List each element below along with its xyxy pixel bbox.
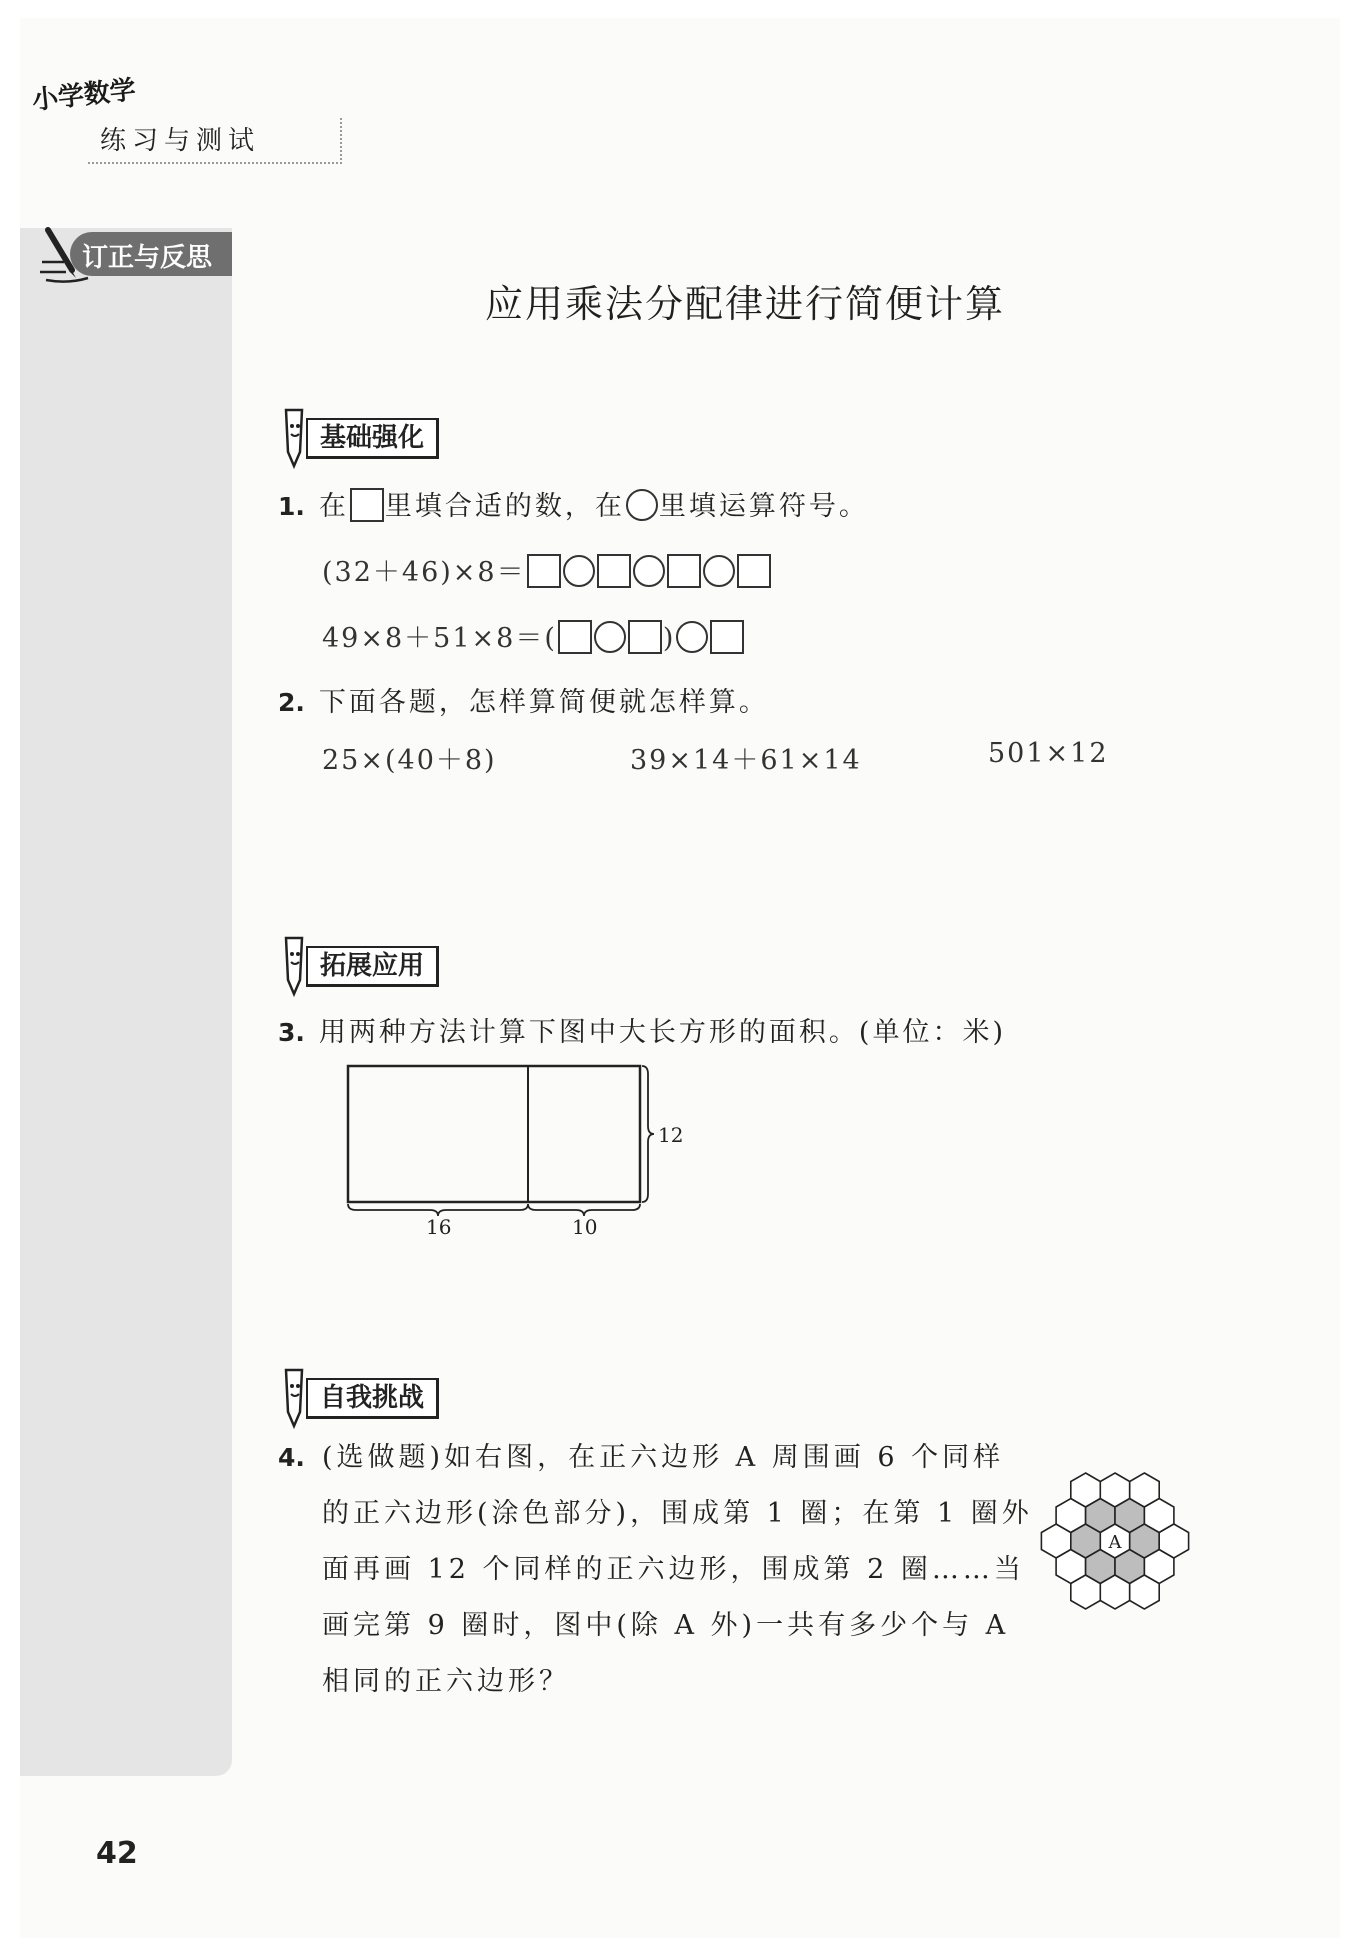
q2-prompt	[278, 680, 769, 719]
operator-circle[interactable]	[563, 555, 595, 587]
q4-line-2: 的正六边形(涂色部分)，围成第 1 圈；在第 1 圈外	[322, 1498, 1033, 1529]
height-label: 12	[658, 1123, 684, 1147]
hexagon-ring-2	[1159, 1524, 1188, 1558]
q3-text: 用两种方法计算下图中大长方形的面积。(单位：米)	[318, 1017, 1006, 1048]
q2-text: 下面各题，怎样算简便就怎样算。	[318, 687, 769, 718]
q1-paren-close: )	[662, 623, 676, 654]
q4-line-3: 面再画 12 个同样的正六边形，围成第 2 圈……当	[322, 1554, 1025, 1585]
section-challenge-label: 自我挑战	[306, 1378, 439, 1419]
q4-line-5: 相同的正六边形？	[322, 1666, 570, 1697]
answer-box[interactable]	[558, 620, 592, 654]
q4-line-1: (选做题)如右图，在正六边形 A 周围画 6 个同样	[322, 1442, 1005, 1473]
answer-box[interactable]	[527, 554, 561, 588]
answer-box[interactable]	[710, 620, 744, 654]
section-basic-label: 基础强化	[306, 418, 439, 459]
operator-circle[interactable]	[676, 621, 708, 653]
answer-box[interactable]	[597, 554, 631, 588]
brand-title: 小学数学	[30, 75, 138, 116]
answer-box[interactable]	[628, 620, 662, 654]
q1-text-c: 里填运算符号。	[658, 491, 869, 522]
q1-number: 1.	[278, 492, 305, 521]
answer-box[interactable]	[667, 554, 701, 588]
big-rectangle	[348, 1066, 640, 1202]
width-left-label: 16	[426, 1215, 452, 1239]
q1-text-b: 里填合适的数，在	[384, 491, 625, 522]
correction-sidebar	[20, 228, 232, 1776]
rectangle-figure	[340, 1060, 700, 1240]
q2-expr-1: 25×(40＋8)	[322, 745, 497, 776]
height-brace	[642, 1066, 654, 1202]
sidebar-label: 订正与反思	[82, 243, 213, 273]
brand-subtitle: 练习与测试	[100, 126, 261, 156]
q3-prompt	[278, 1010, 1006, 1049]
q1-prompt	[278, 484, 869, 523]
blank-circle	[626, 489, 658, 521]
section-extend-label: 拓展应用	[306, 946, 439, 987]
answer-box[interactable]	[737, 554, 771, 588]
page-number: 42	[96, 1836, 138, 1871]
q2-expr-2: 39×14＋61×14	[630, 745, 862, 776]
q1-text-a: 在	[318, 491, 349, 522]
hexagon-a-label: A	[1108, 1532, 1122, 1553]
page-title: 应用乘法分配律进行简便计算	[484, 282, 1005, 326]
q2-number: 2.	[278, 688, 305, 717]
q4-number-wrap	[278, 1442, 319, 1473]
blank-square	[350, 488, 384, 522]
operator-circle[interactable]	[703, 555, 735, 587]
q4-number: 4.	[278, 1443, 305, 1472]
width-right-label: 10	[572, 1215, 598, 1239]
hexagon-figure	[1030, 1455, 1200, 1630]
q1-line2-expr: 49×8＋51×8＝(	[322, 623, 557, 654]
q1-line1-expr: (32＋46)×8＝	[322, 557, 526, 588]
operator-circle[interactable]	[594, 621, 626, 653]
q4-line-4: 画完第 9 圈时，图中(除 A 外)一共有多少个与 A	[322, 1610, 1010, 1641]
q1-line2	[322, 616, 745, 655]
q3-number: 3.	[278, 1018, 305, 1047]
q2-expr-3: 501×12	[988, 738, 1109, 769]
q1-line1	[322, 550, 772, 589]
operator-circle[interactable]	[633, 555, 665, 587]
